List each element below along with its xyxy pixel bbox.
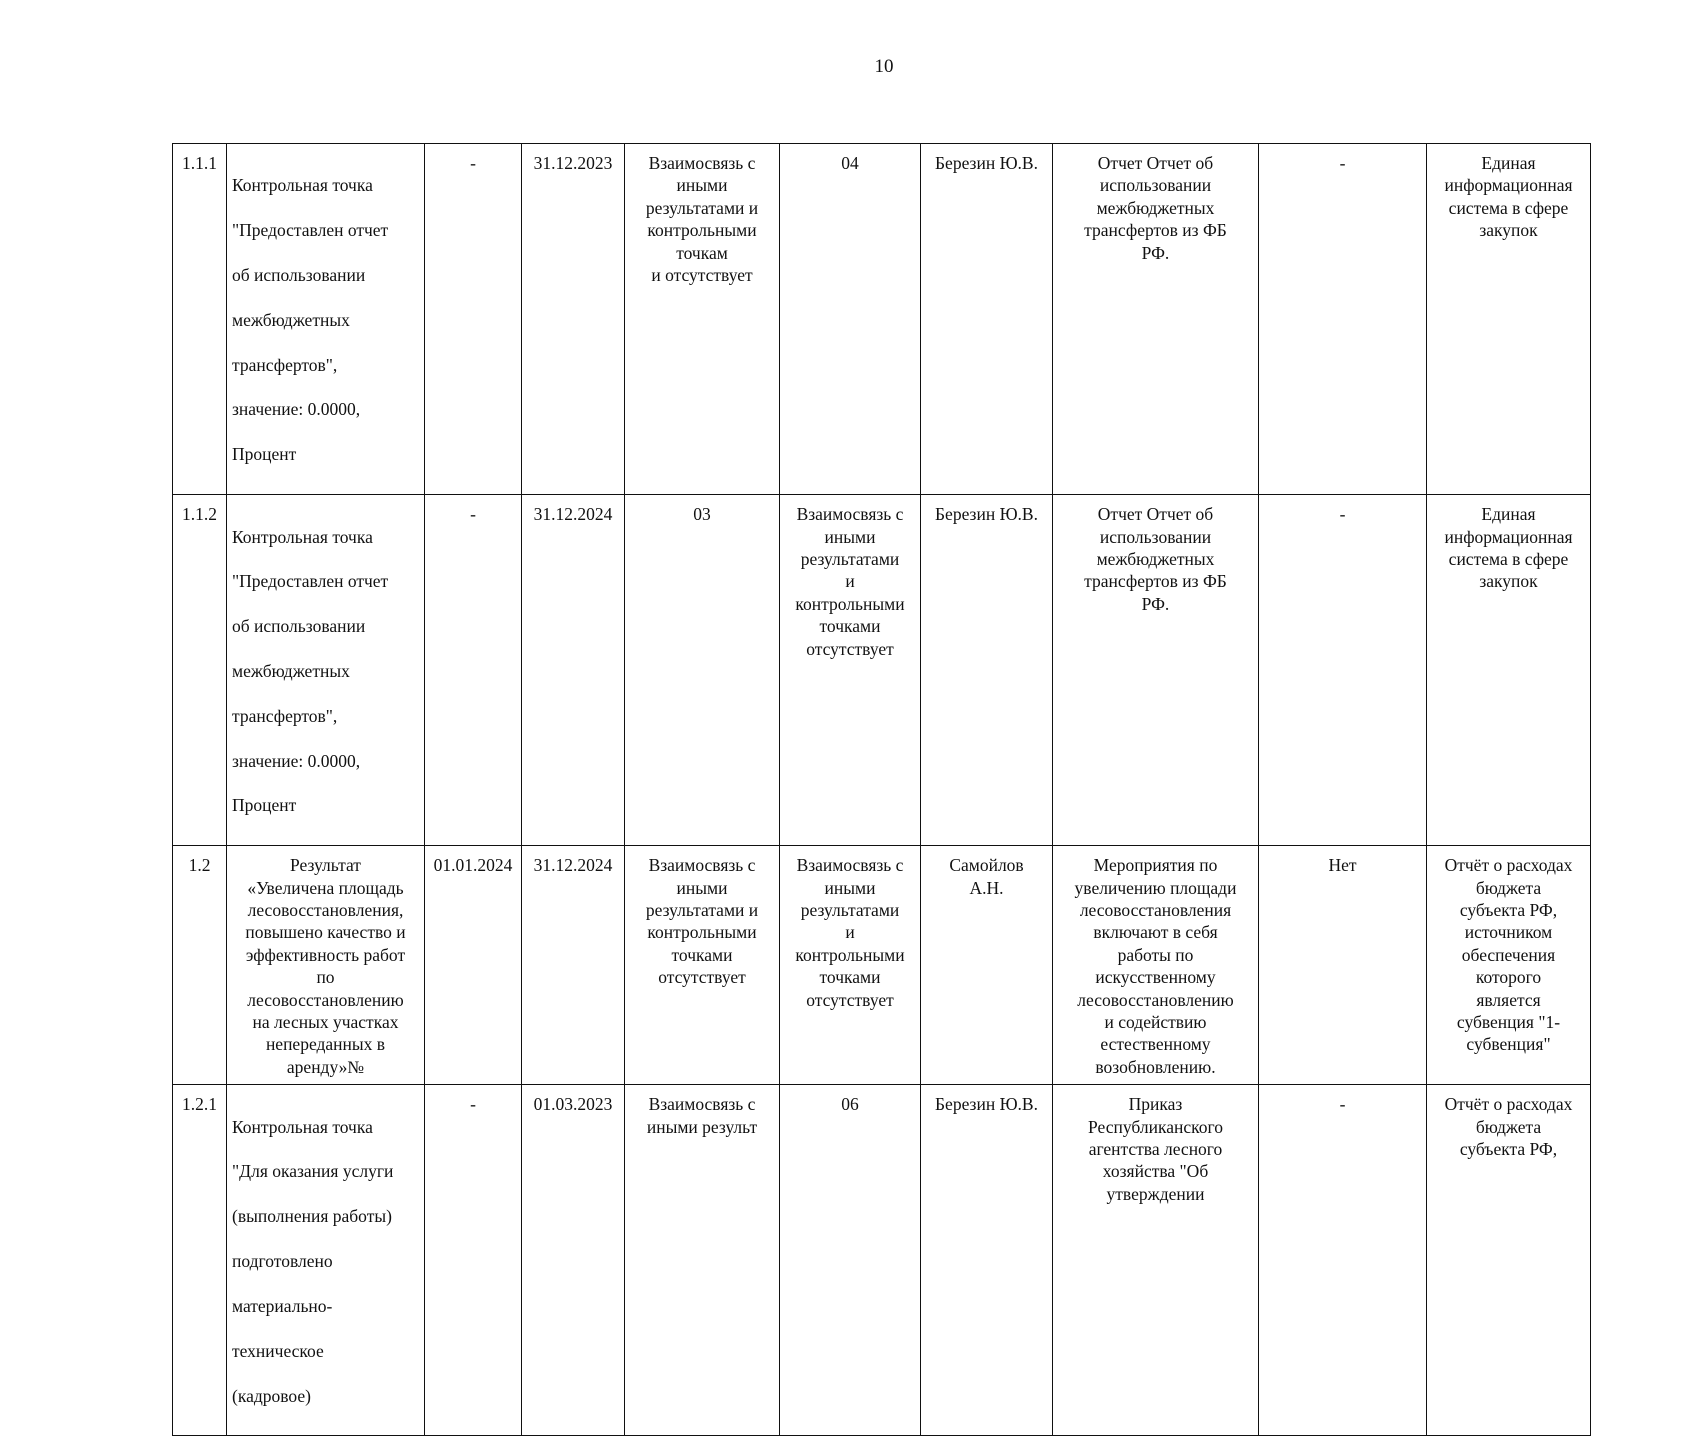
table-row: [173, 1085, 1591, 1436]
name-line: "Предоставлен отчет: [232, 220, 389, 241]
name-line: трансфертов",: [232, 705, 338, 726]
name-line: об использовании: [232, 616, 366, 637]
page-number: 10: [874, 56, 894, 77]
start-date: -: [425, 144, 522, 495]
start-date: -: [425, 1085, 522, 1436]
row-name: [227, 1085, 425, 1436]
table-row: [173, 144, 1591, 495]
end-date: 31.12.2023: [522, 144, 625, 495]
name-line: трансфертов",: [232, 354, 338, 375]
responsible-cell: Березин Ю.В.: [921, 495, 1053, 846]
flag-cell: -: [1259, 495, 1427, 846]
start-date: -: [425, 495, 522, 846]
row-number: 1.2.1: [173, 1085, 227, 1436]
name-line: "Предоставлен отчет: [232, 571, 389, 592]
name-line: Контрольная точка: [232, 526, 373, 547]
document-cell: Мероприятия по увеличению площади лесовосстановления включают в себя работы по искусственному лесовосстановлению и содействию естественному возобновлению.: [1053, 846, 1259, 1085]
code-cell: 06: [780, 1085, 921, 1436]
relation-cell: Взаимосвязь с иными результ: [625, 1085, 780, 1436]
responsible-cell: Самойлов А.Н.: [921, 846, 1053, 1085]
row-name: Результат «Увеличена площадь лесовосстановления, повышено качество и эффективность работ по лесовосстановлению на лесных участках непереданных в аренду»№: [227, 846, 425, 1085]
name-line: Процент: [232, 444, 297, 465]
responsible-cell: Березин Ю.В.: [921, 144, 1053, 495]
name-line: техническое: [232, 1340, 324, 1361]
responsible-cell: Березин Ю.В.: [921, 1085, 1053, 1436]
name-line: "Для оказания услуги: [232, 1161, 394, 1182]
name-line: Процент: [232, 795, 297, 816]
document-cell: Отчет Отчет об использовании межбюджетных трансфертов из ФБ РФ.: [1053, 495, 1259, 846]
start-date: 01.01.2024: [425, 846, 522, 1085]
table-row: [173, 495, 1591, 846]
row-number: 1.1.2: [173, 495, 227, 846]
system-cell: Единая информационная система в сфере закупок: [1427, 495, 1591, 846]
flag-cell: Нет: [1259, 846, 1427, 1085]
relation-cell: Взаимосвязь с иными результатами и контрольными точкам и отсутствует: [625, 144, 780, 495]
row-number: 1.2: [173, 846, 227, 1085]
name-line: Контрольная точка: [232, 1116, 373, 1137]
relation-cell: Взаимосвязь с иными результатами и контрольными точками отсутствует: [625, 846, 780, 1085]
name-line: межбюджетных: [232, 660, 350, 681]
code-cell: 04: [780, 144, 921, 495]
document-cell: Отчет Отчет об использовании межбюджетных трансфертов из ФБ РФ.: [1053, 144, 1259, 495]
table-row: [173, 846, 1591, 1085]
system-cell: Отчёт о расходах бюджета субъекта РФ, источником обеспечения которого является субвенция "1- субвенция": [1427, 846, 1591, 1085]
document-cell: Приказ Республиканского агентства лесного хозяйства "Об утверждении: [1053, 1085, 1259, 1436]
name-line: (выполнения работы): [232, 1206, 392, 1227]
system-cell: Отчёт о расходах бюджета субъекта РФ,: [1427, 1085, 1591, 1436]
code-cell: 03: [625, 495, 780, 846]
name-line: Контрольная точка: [232, 175, 373, 196]
row-name: [227, 144, 425, 495]
name-line: (кадровое): [232, 1385, 311, 1406]
name-line: подготовлено: [232, 1251, 333, 1272]
end-date: 31.12.2024: [522, 495, 625, 846]
end-date: 31.12.2024: [522, 846, 625, 1085]
name-line: об использовании: [232, 265, 366, 286]
relation-cell: Взаимосвязь с иными результатами и контрольными точками отсутствует: [780, 846, 921, 1085]
system-cell: Единая информационная система в сфере закупок: [1427, 144, 1591, 495]
plan-table: [172, 143, 1591, 1436]
flag-cell: -: [1259, 1085, 1427, 1436]
name-line: межбюджетных: [232, 309, 350, 330]
name-line: материально-: [232, 1295, 333, 1316]
flag-cell: -: [1259, 144, 1427, 495]
relation-cell: Взаимосвязь с иными результатами и контрольными точками отсутствует: [780, 495, 921, 846]
name-line: значение: 0.0000,: [232, 399, 361, 420]
row-number: 1.1.1: [173, 144, 227, 495]
name-line: значение: 0.0000,: [232, 750, 361, 771]
row-name: [227, 495, 425, 846]
end-date: 01.03.2023: [522, 1085, 625, 1436]
